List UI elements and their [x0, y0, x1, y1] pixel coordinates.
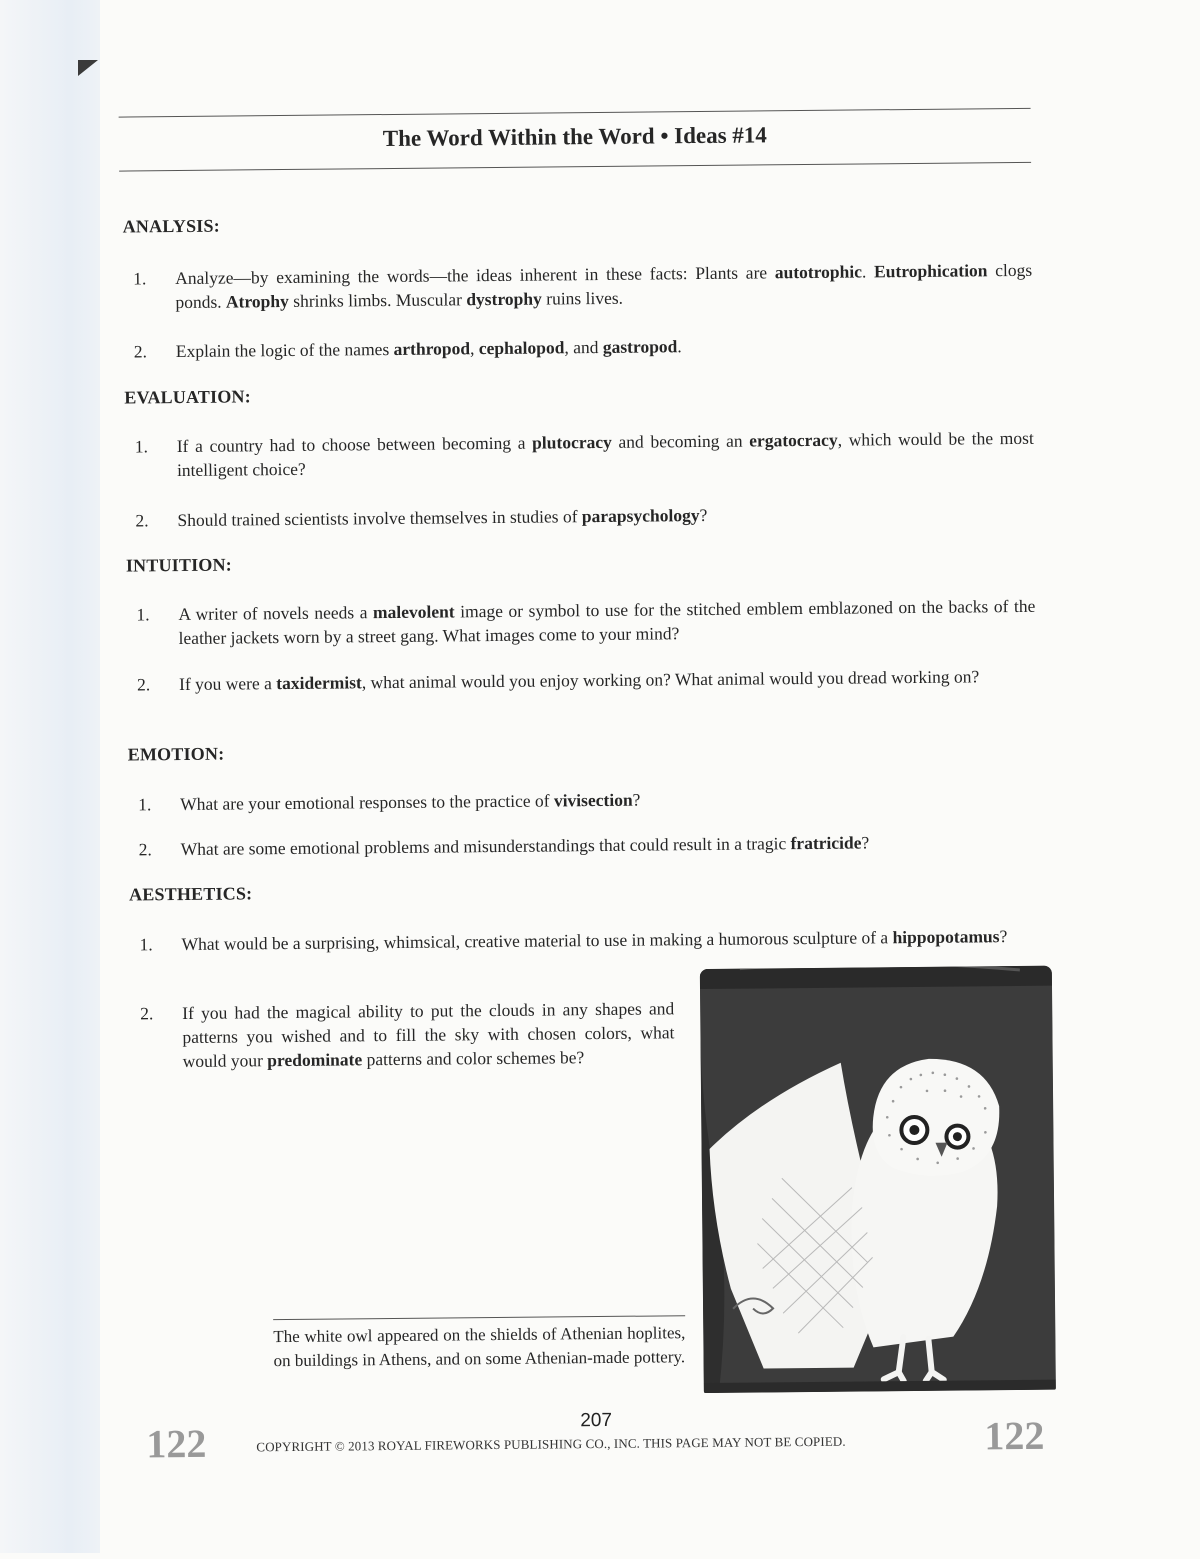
vocabulary-word: fratricide	[790, 832, 862, 854]
text-run: ?	[861, 832, 870, 853]
text-run: What are your emotional responses to the practice of	[180, 790, 554, 815]
text-run: clogs ponds.	[175, 259, 1033, 313]
vocabulary-word: vivisection	[553, 789, 633, 811]
question-text	[177, 426, 1034, 482]
text-run: , what animal would you enjoy working on? What animal would you dread working on?	[361, 666, 980, 693]
question-analysis-2	[131, 331, 1033, 364]
question-text	[181, 829, 1038, 861]
vocabulary-word: malevolent	[372, 601, 455, 623]
text-run: ?	[632, 789, 641, 810]
text-run: ?	[699, 504, 708, 526]
owl-pottery-image	[700, 966, 1056, 1393]
question-analysis-1	[130, 258, 1032, 315]
question-text	[178, 594, 1035, 650]
question-number: 1.	[138, 794, 152, 815]
page-number-center: 207	[580, 1409, 613, 1432]
vocabulary-word: dystrophy	[466, 288, 542, 310]
text-run: .	[861, 261, 875, 282]
section-heading-evaluation: EVALUATION:	[124, 386, 251, 408]
vocabulary-word: parapsychology	[581, 505, 700, 527]
question-number: 2.	[135, 510, 149, 531]
question-intuition-1	[133, 594, 1035, 651]
text-run: image or symbol to use for the stitched emblem emblazoned on the backs of the leather jackets worn by a street gang. What images come to your mind?	[178, 595, 1036, 649]
question-text	[176, 331, 1033, 363]
question-number: 1.	[136, 604, 150, 625]
question-evaluation-1	[132, 426, 1034, 483]
question-number: 1.	[133, 268, 147, 289]
title-rule-top	[119, 108, 1031, 118]
question-number: 1.	[134, 436, 148, 457]
text-run: , and	[564, 336, 603, 358]
section-heading-analysis: ANALYSIS:	[122, 215, 220, 237]
text-run: and becoming an	[611, 430, 750, 452]
copyright-notice: COPYRIGHT © 2013 ROYAL FIREWORKS PUBLISHING CO., INC. THIS PAGE MAY NOT BE COPIED.	[256, 1433, 846, 1455]
question-number: 2.	[133, 341, 148, 362]
text-run: ?	[999, 926, 1008, 947]
text-run: Analyze—by examining the words—the ideas inherent in these facts: Plants are	[175, 262, 775, 289]
figure-caption: The white owl appeared on the shields of Athenian hoplites, on buildings in Athens, and on some Athenian-made pottery.	[273, 1323, 686, 1371]
owl-illustration	[700, 966, 1056, 1393]
text-run: If you were a	[178, 673, 277, 695]
question-emotion-1	[135, 784, 1037, 817]
question-number: 2.	[136, 674, 151, 695]
vocabulary-word: Eutrophication	[873, 260, 988, 282]
text-run: .	[677, 336, 682, 357]
question-intuition-2	[134, 664, 1036, 697]
text-run: ,	[469, 338, 479, 359]
text-run: If a country had to choose between becoming a	[176, 432, 533, 457]
caption-rule	[273, 1315, 685, 1320]
text-run: Explain the logic of the names	[175, 338, 394, 362]
vocabulary-word: cephalopod	[478, 337, 565, 359]
question-text	[181, 924, 1038, 956]
vocabulary-word: predominate	[267, 1049, 363, 1071]
text-run: What are some emotional problems and misunderstandings that could result in a tragic	[180, 833, 791, 860]
text-run: What would be a surprising, whimsical, creative material to use in making a humorous sculpture of a	[181, 927, 893, 955]
text-run: ruins lives.	[541, 287, 624, 309]
vocabulary-word: ergatocracy	[749, 429, 838, 451]
vocabulary-word: plutocracy	[532, 431, 612, 453]
text-run: patterns and color schemes be?	[362, 1047, 585, 1070]
text-run: A writer of novels needs a	[178, 602, 374, 625]
section-heading-intuition: INTUITION:	[125, 554, 233, 576]
question-aesthetics-1	[136, 924, 1038, 957]
vocabulary-word: Atrophy	[225, 290, 289, 312]
page-title: The Word Within the Word • Ideas #14	[382, 122, 767, 152]
title-rule-bottom	[119, 162, 1031, 172]
question-text	[179, 664, 1036, 696]
question-text	[180, 784, 1037, 816]
question-text	[175, 258, 1032, 314]
vocabulary-word: autotrophic	[774, 261, 863, 283]
vocabulary-word: hippopotamus	[892, 926, 1000, 948]
question-number: 1.	[139, 934, 153, 955]
page-number-right: 122	[984, 1412, 1045, 1459]
question-text	[177, 500, 1034, 532]
question-number: 2.	[138, 839, 152, 860]
section-heading-emotion: EMOTION:	[127, 743, 225, 765]
vocabulary-word: taxidermist	[276, 672, 362, 694]
text-run: , which would be the most intelligent choice?	[176, 427, 1034, 481]
question-emotion-2	[136, 829, 1038, 862]
question-evaluation-2	[132, 500, 1034, 533]
section-heading-aesthetics: AESTHETICS:	[128, 883, 253, 905]
question-text	[182, 996, 675, 1073]
text-run: If you had the magical ability to put the clouds in any shapes and patterns you wished and to fill the sky with chosen colors, what would your	[182, 998, 675, 1072]
question-number: 2.	[140, 1003, 154, 1024]
vocabulary-word: gastropod	[602, 336, 678, 357]
page-number-left: 122	[146, 1420, 207, 1467]
text-run: Should trained scientists involve themselves in studies of	[177, 506, 582, 531]
vocabulary-word: arthropod	[393, 338, 471, 359]
text-run: shrinks limbs. Muscular	[288, 289, 467, 311]
